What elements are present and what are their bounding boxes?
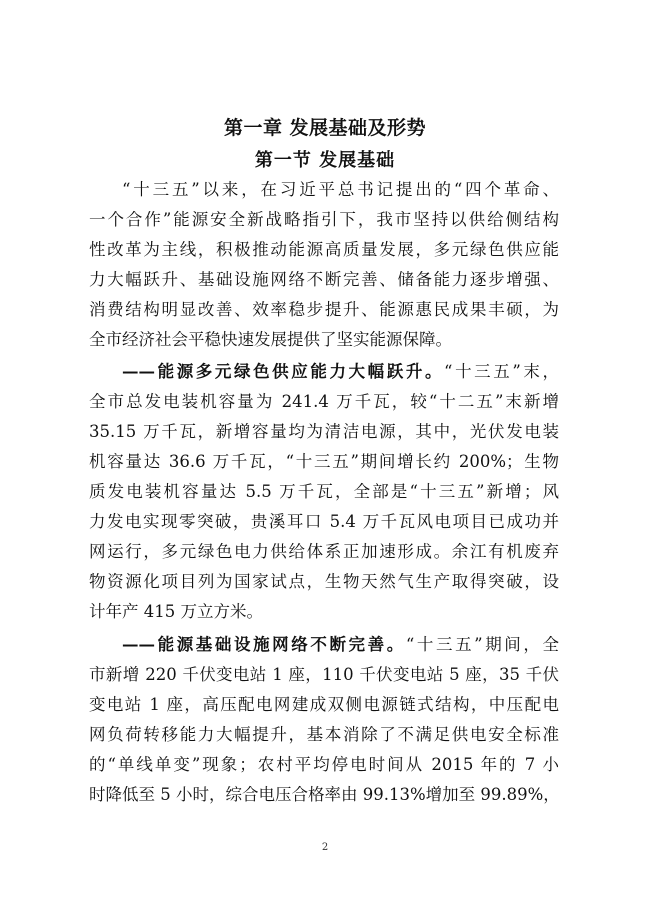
paragraph-infrastructure <box>89 630 559 810</box>
section-title: 第一节 发展基础 <box>254 150 396 171</box>
paragraph-lead-heading: ——能源基础设施网络不断完善。 <box>122 635 406 654</box>
paragraph-line: 全市经济社会平稳快速发展提供了坚实能源保障。 <box>89 330 452 349</box>
paragraph-line: 消费结构明显改善、效率稳步提升、能源惠民成果丰硕，为 <box>89 300 559 319</box>
paragraph-line: 机容量达 36.6 万千瓦，“十三五”期间增长约 200%；生物 <box>89 452 559 471</box>
paragraph-line: 物资源化项目列为国家试点，生物天然气生产取得突破，设 <box>89 572 559 591</box>
paragraph-line: 网运行，多元绿色电力供给体系正加速形成。余江有机废弃 <box>89 542 559 561</box>
paragraph-line: 市新增 220 千伏变电站 1 座，110 千伏变电站 5 座，35 千伏 <box>89 665 559 684</box>
paragraph-line: 一个合作”能源安全新战略指引下，我市坚持以供给侧结构 <box>89 210 559 229</box>
chapter-title: 第一章 发展基础及形势 <box>223 117 427 139</box>
paragraph-line: 力发电实现零突破，贵溪耳口 5.4 万千瓦风电项目已成功并 <box>89 512 559 531</box>
paragraph-lead-text: “十三五”期间，全 <box>405 635 560 654</box>
paragraph-lead-text: “十三五”末， <box>444 362 559 381</box>
paragraph-lead-line <box>89 630 559 660</box>
page-number: 2 <box>321 842 329 853</box>
paragraph-supply-capacity <box>89 357 559 627</box>
paragraph-lead-heading: ——能源多元绿色供应能力大幅跃升。 <box>122 362 445 381</box>
paragraph-line: 时降低至 5 小时，综合电压合格率由 99.13%增加至 99.89%， <box>89 785 560 804</box>
paragraph-line: 的“单线单变”现象；农村平均停电时间从 2015 年的 7 小 <box>89 755 559 774</box>
paragraph-line: 力大幅跃升、基础设施网络不断完善、储备能力逐步增强、 <box>89 270 559 289</box>
paragraph-lead-line <box>89 357 559 387</box>
paragraph-line: 变电站 1 座，高压配电网建成双侧电源链式结构，中压配电 <box>89 695 559 714</box>
paragraph-overview <box>89 175 559 355</box>
paragraph-line: “十三五”以来，在习近平总书记提出的“四个革命、 <box>122 180 559 199</box>
paragraph-line: 网负荷转移能力大幅提升，基本消除了不满足供电安全标准 <box>89 725 559 744</box>
paragraph-line: 35.15 万千瓦，新增容量均为清洁电源，其中，光伏发电装 <box>89 422 559 441</box>
paragraph-line: 质发电装机容量达 5.5 万千瓦，全部是“十三五”新增；风 <box>89 482 559 501</box>
paragraph-line: 性改革为主线，积极推动能源高质量发展，多元绿色供应能 <box>89 240 559 259</box>
paragraph-line: 全市总发电装机容量为 241.4 万千瓦，较“十二五”末新增 <box>89 392 559 411</box>
paragraph-line: 计年产 415 万立方米。 <box>89 602 263 621</box>
